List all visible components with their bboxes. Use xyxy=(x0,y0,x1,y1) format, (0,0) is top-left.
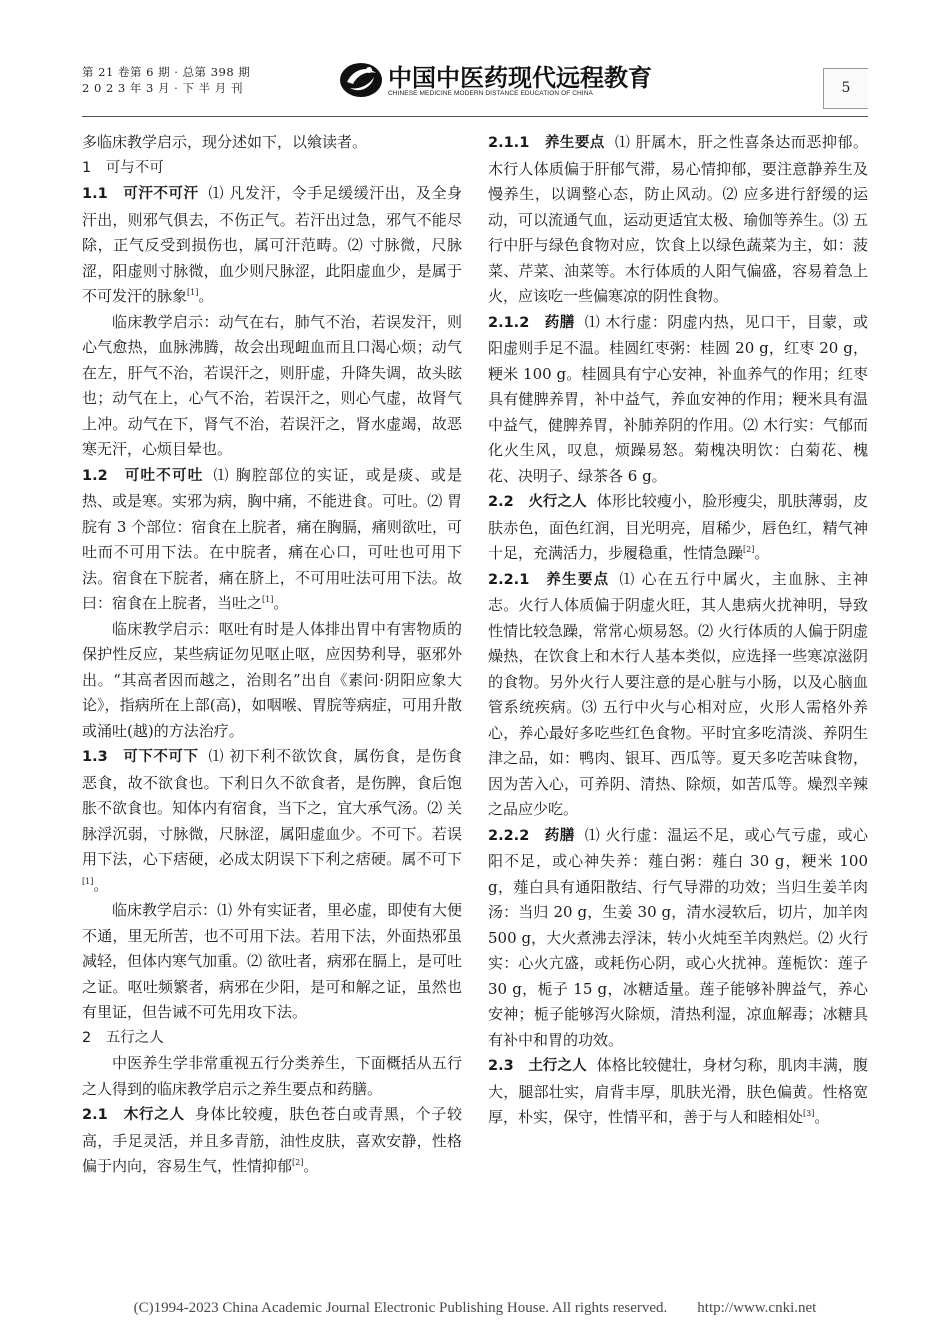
subsection-2-1 xyxy=(82,1102,462,1180)
subsection-heading: 2.3 土行之人 xyxy=(488,1058,587,1074)
subsection-1-2 xyxy=(82,463,462,617)
subsection-heading: 1.1 可汗不可汗 xyxy=(82,186,199,202)
punct: 。 xyxy=(303,1157,319,1175)
issue-line-volume: 第 21 卷第 6 期 · 总第 398 期 xyxy=(82,65,251,79)
punct: 。 xyxy=(273,594,289,612)
subsection-heading: 2.1.2 药膳 xyxy=(488,314,575,331)
subsection-2-1-2 xyxy=(488,310,868,490)
page-number: 5 xyxy=(841,80,851,96)
journal-logo-icon xyxy=(338,60,384,100)
subsection-heading: 2.1 木行之人 xyxy=(82,1107,185,1123)
subsection-1-3 xyxy=(82,744,462,898)
punct: 。 xyxy=(93,875,109,894)
header-divider xyxy=(82,116,868,117)
subsection-heading: 1.2 可吐不可吐 xyxy=(82,467,204,484)
subsection-2-3 xyxy=(488,1053,868,1131)
citation-ref: [2] xyxy=(292,1158,304,1167)
subsection-heading: 2.2 火行之人 xyxy=(488,494,587,510)
teaching-note: 临床教学启示：动气在右，肺气不治，若误发汗，则心气愈热，血脉沸腾，故会出现衄血而且口渴心烦；动气在左，肝气不治，若误汗之，则肝虚，升降失调，故头眩也；动气在上，心气不治，若误汗之，则心气虚，故肾气上冲。动气在下，肾气不治，若误汗之，肾水虚竭，故恶寒无汗，心烦目晕也。 xyxy=(82,312,462,458)
right-column xyxy=(488,130,868,1292)
journal-brand xyxy=(338,58,652,106)
punct: 。 xyxy=(198,287,214,305)
left-column xyxy=(82,130,462,1292)
subsection-2-2-1 xyxy=(488,567,868,823)
subsection-2-2-2 xyxy=(488,823,868,1054)
teaching-note: 临床教学启示：⑴ 外有实证者，里必虚，即使有大便不通，里无所苦，也不可用下法。若用下法，外面热邪虽减轻，但体内寒气加重。⑵ 欲吐者，病邪在膈上，是可吐之证。呕吐频繁者，病邪在少阳，是可和解之证，虽然也有里证，但告诫不可先用攻下法。 xyxy=(82,901,462,1021)
subsection-heading: 2.1.1 养生要点 xyxy=(488,135,605,151)
subsection-heading: 1.3 可下不可下 xyxy=(82,749,199,765)
punct: 。 xyxy=(754,544,770,562)
section-heading-2: 2 五行之人 xyxy=(82,1029,164,1046)
section-intro: 中医养生学非常重视五行分类养生，下面概括从五行之人得到的临床教学启示之养生要点和药膳。 xyxy=(82,1054,462,1098)
teaching-note: 临床教学启示：呕吐有时是人体排出胃中有害物质的保护性反应，某些病证勿见呕止呕，应因势利导，驱邪外出。“其高者因而越之，治則名”出自《素问·阴阳应象大论》，指病所在上部(高)，如咽喉、胃脘等病症，可用升散或涌吐(越)的方法治疗。 xyxy=(82,619,462,740)
journal-title-cn: 中国中医药现代远程教育 xyxy=(388,64,652,92)
subsection-heading: 2.2.2 药膳 xyxy=(488,827,575,844)
body-text: ⑴ 胸腔部位的实证，或是痰、或是热、或是寒。实邪为病，胸中痛，不能进食。可吐。⑵ 胃脘有 3 个部位：宿食在上脘者，痛在胸膈，痛则欲吐，可吐而不可用下法。在中脘者，痛在心口，可吐也可用下法。宿食在下脘者，痛在脐上，不可用吐法可用下法。故曰：宿食在上脘者，当吐之 xyxy=(82,465,462,612)
body-text: 身体比较瘦，肤色苍白或青黑，个子较高，手足灵活，并且多青筋，油性皮肤，喜欢安静，性格偏于内向，容易生气，性情抑郁 xyxy=(82,1105,462,1175)
issue-line-date: 2 0 2 3 年 3 月 · 下 半 月 刊 xyxy=(82,81,243,95)
body-text: 体格比较健壮，身材匀称，肌肉丰满，腹大，腿部壮实，肩背丰厚，肌肤光滑，肤色偏黄。性格宽厚，朴实，保守，性情平和，善于与人和睦相处 xyxy=(488,1056,868,1126)
body-text: ⑴ 心在五行中属火，主血脉、主神志。火行人体质偏于阴虚火旺，其人患病火扰神明，导致性情比较急躁，常常心烦易怒。⑵ 火行体质的人偏于阴虚燥热，在饮食上和木行人基本类似，应选择一些寒凉滋阴的食物。另外火行人要注意的是心脏与小肠，以及心脑血管系统疾病。⑶ 五行中火与心相对应，火形人需格外养心，养心最好多吃些红色食物。平时宜多吃清淡、养阴生津之品，如：鸭肉、银耳、西瓜等。夏天多吃苦味食物，因为苦入心，可养阴、清热、除烦，如苦瓜等。燥烈辛辣之品应少吃。 xyxy=(488,569,868,818)
body-text: ⑴ 木行虚：阴虚内热，见口干，目蒙，或阳虚则手足不温。桂圆红枣粥：桂圆 20 g，红枣 20 g，粳米 100 g。桂圆具有宁心安神，补血养气的作用；红枣具有健脾养胃，补中益气，养血安神的作用；粳米具有温中益气，健脾养胃，补肺养阴的作用。⑵ 木行实：气郁而化火生风，叹息，烦躁易怒。菊槐决明饮：白菊花、槐花、决明子、绿茶各 6 g。 xyxy=(488,312,868,485)
body-text: ⑴ 火行虚：温运不足，或心气亏虚，或心阳不足，或心神失养：薤白粥：薤白 30 g，粳米 100 g，薤白具有通阳散结、行气导滞的功效；当归生姜羊肉汤：当归 20 g，生姜 30 g，清水浸软后，切片，加羊肉 500 g，大火煮沸去浮沫，转小火炖至羊肉熟烂。⑵ 火行实：心火亢盛，或耗伤心阴，或心火扰神。莲栀饮：莲子 30 g，栀子 15 g，冰糖适量。莲子能够补脾益气，养心安神；栀子能够泻火除烦，清热利湿，凉血解毒；冰糖具有补中和胃的功效。 xyxy=(488,825,868,1049)
body-text: ⑴ 凡发汗，令手足缓缓汗出，及全身汗出，则邪气俱去，不伤正气。若汗出过急，邪气不能尽除，正气反受到损伤也，属可汗范畴。⑵ 寸脉微，尺脉涩，阳虚则寸脉微，血少则尺脉涩，此阳虚血少，是属于不可发汗的脉象 xyxy=(82,184,462,305)
citation-ref: [3] xyxy=(803,1109,815,1118)
body-text: ⑴ 肝属木，肝之性喜条达而恶抑郁。木行人体质偏于肝郁气滞，易心情抑郁，要注意静养生及慢养生，以调整心态，防止风动。⑵ 应多进行舒缓的运动，可以流通气血，运动更适宜太极、瑜伽等养生。⑶ 五行中肝与绿色食物对应，饮食上以绿色蔬菜为主，如：菠菜、芹菜、油菜等。木行体质的人阳气偏盛，容易着急上火，应该吃一些偏寒凉的阴性食物。 xyxy=(488,133,868,305)
citation-ref: [1] xyxy=(82,876,94,886)
page-header xyxy=(0,0,950,120)
issue-info xyxy=(82,64,250,96)
subsection-1-1 xyxy=(82,181,462,310)
body-text: 体形比较瘦小，脸形瘦尖，肌肤薄弱，皮肤赤色，面色红润，目光明亮，眉稀少，唇色红，精气神十足，充满活力，步履稳重，性情急躁 xyxy=(488,492,868,562)
body-text: ⑴ 初下利不欲饮食，属伤食，是伤食恶食，故不欲食也。下利日久不欲食者，是伤脾，食后饱胀不欲食也。知体内有宿食，当下之，宜大承气汤。⑵ 关脉浮沉弱，寸脉微，尺脉涩，属阳虚血少。不可下。若误用下法，心下痞硬，必成太阴误下下利之痞硬。属不可下 xyxy=(82,747,462,868)
citation-ref: [1] xyxy=(187,288,199,297)
page-number-tab xyxy=(823,68,868,109)
citation-ref: [2] xyxy=(743,545,755,554)
citation-ref: [1] xyxy=(262,595,274,604)
journal-title-en: CHINESE MEDICINE MODERN DISTANCE EDUCATION OF CHINA xyxy=(388,90,593,97)
punct: 。 xyxy=(814,1108,830,1126)
copyright-footer: (C)1994-2023 China Academic Journal Electronic Publishing House. All rights reserved. http://www.cnki.net xyxy=(133,1300,817,1316)
subsection-2-1-1 xyxy=(488,130,868,310)
subsection-heading: 2.2.1 养生要点 xyxy=(488,571,610,588)
section-heading-1: 1 可与不可 xyxy=(82,159,164,176)
subsection-2-2 xyxy=(488,489,868,567)
paragraph: 多临床教学启示，现分述如下，以飨读者。 xyxy=(82,133,368,151)
